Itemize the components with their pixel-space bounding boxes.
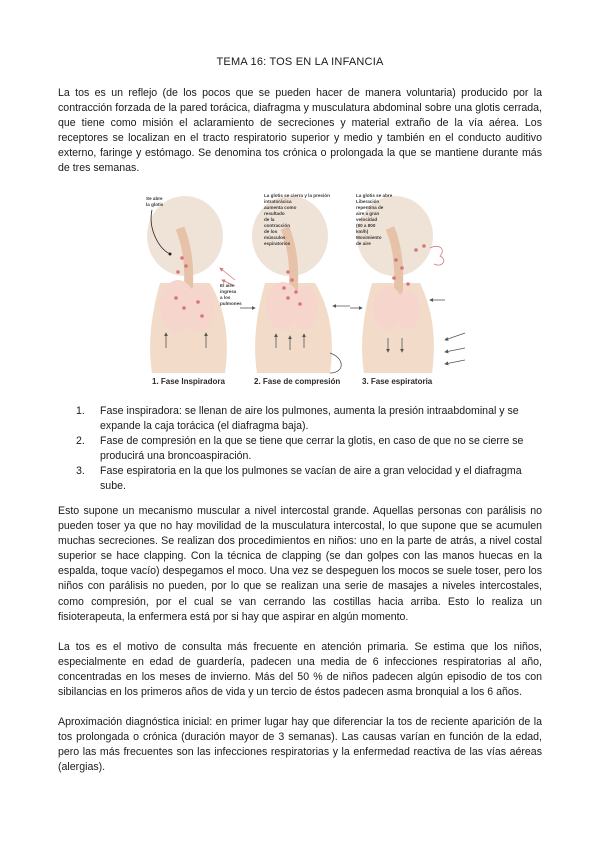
phase-2-note-line: La glotis se cierra y la presión [264,193,330,198]
phase-3-note-line: (80 a 800 [356,223,376,228]
phase-3-note-line: km/h) [356,229,369,234]
phase-3-note-line: repentina de [356,205,384,210]
cough-phases-figure [140,188,470,388]
page-title: TEMA 16: TOS EN LA INFANCIA [216,56,384,68]
phase-1-air-note: ingresa [220,289,237,294]
phase-1-illustration [146,196,242,386]
list-item-text: Fase inspiradora: se llenan de aire los pulmones, aumenta la presión intraabdominal y se expande la caja torácica (el diafragma baja). [100,405,519,433]
phase-1-air-note: El aire [220,283,234,288]
intro-paragraph: La tos es un reflejo (de los pocos que se pueden hacer de manera voluntaria) producido por la contracción forzada de la pared torácica, diafragma y musculatura abdominal sobre una glotis cerrada, que tiene como misión el aclaramiento de secreciones y material extraño de la vía aérea. Los receptores se localizan en el tracto respiratorio superior y medio y también en el conducto auditivo externo, faringe y estómago. Se denomina tos crónica o prolongada la que se mantiene durante más de tres semanas. [58,87,542,175]
phase-2-note-line: espiratorios [264,241,291,246]
phase-1-note-line: la glotis [146,202,164,207]
phase-3-caption: 3. Fase espiratoria [362,377,433,386]
phase-3-note-line: Liberación [356,199,380,204]
phase-2-caption: 2. Fase de compresión [254,377,341,386]
list-item [58,464,542,494]
list-item [58,404,542,434]
mechanism-paragraph: Esto supone un mecanismo muscular a nivel intercostal grande. Aquellas personas con parálisis no pueden toser ya que no hay movilidad de la musculatura intercostal, lo que supone que se acumulen muchas secreciones. Se realizan dos procedimientos en niños: uno en la parte de atrás, a nivel costal superior se hace clapping. Con la técnica de clapping (se dan golpes con las manos huecas en la espalda, toque vacío) despegamos el moco. Una vez se despeguen los mocos se suele toser, pero los niños con parálisis no pueden, por lo que se realizan una serie de masajes a niveles intercostales, como compresión, por el cual se van cerrando las costillas hacia arriba. Esto lo realiza un fisioterapeuta, la enfermera está por si hay que aspirar en algún momento. [58,505,542,623]
list-item-number: 2. [76,435,85,448]
phase-3-note-line: Movimiento [356,235,382,240]
list-item-number: 3. [76,465,85,478]
phase-3-illustration [350,193,465,386]
list-item-text: Fase espiratoria en la que los pulmones se vacían de aire a gran velocidad y el diafragma sube. [100,465,522,493]
phase-3-note-line: velocidad [356,217,378,222]
phase-2-note-line: músculos [264,235,286,240]
list-item-text: Fase de compresión en la que se tiene que cerrar la glotis, en caso de que no se cierre se producirá una broncoaspiración. [100,435,524,463]
phase-1-note-line: Se abre [146,196,163,201]
list-item [58,434,542,464]
phase-1-air-note: a los [220,295,231,300]
phase-2-note-line: contracción [264,223,291,228]
phase-2-note-line: de la [264,217,275,222]
phase-2-note-line: resultado [264,211,285,216]
cough-phases-list [58,404,542,495]
phase-3-note-line: de aire [356,241,371,246]
epidemiology-paragraph: La tos es el motivo de consulta más frecuente en atención primaria. Se estima que los niños, especialmente en edad de guardería, padecen una media de 6 infecciones respiratorias al año, concentradas en los meses de invierno. Más del 50 % de niños padecen algún episodio de tos con sibilancias en los primeros años de vida y un tercio de éstos padecen asma bronquial a los 6 años. [58,641,542,699]
phase-1-caption: 1. Fase Inspiradora [152,377,225,386]
list-item-number: 1. [76,405,85,417]
phase-2-note-line: de los [264,229,278,234]
phase-2-note-line: intratorácica [264,199,292,204]
phase-2-illustration [240,193,350,386]
diagnosis-paragraph: Aproximación diagnóstica inicial: en primer lugar hay que diferenciar la tos de reciente aparición de la tos prolongada o crónica (duración mayor de 3 semanas). Las causas varían en función de la edad, pero las más frecuentes son las infecciones respiratorias y la enfermedad reactiva de las vías aéreas (alergias). [58,716,542,774]
phase-3-note-line: La glotis se abre [356,193,393,198]
phase-2-note-line: aumenta como [264,205,297,210]
phase-3-note-line: aire a gran [356,211,380,216]
phase-1-air-note: pulmones [220,301,242,306]
